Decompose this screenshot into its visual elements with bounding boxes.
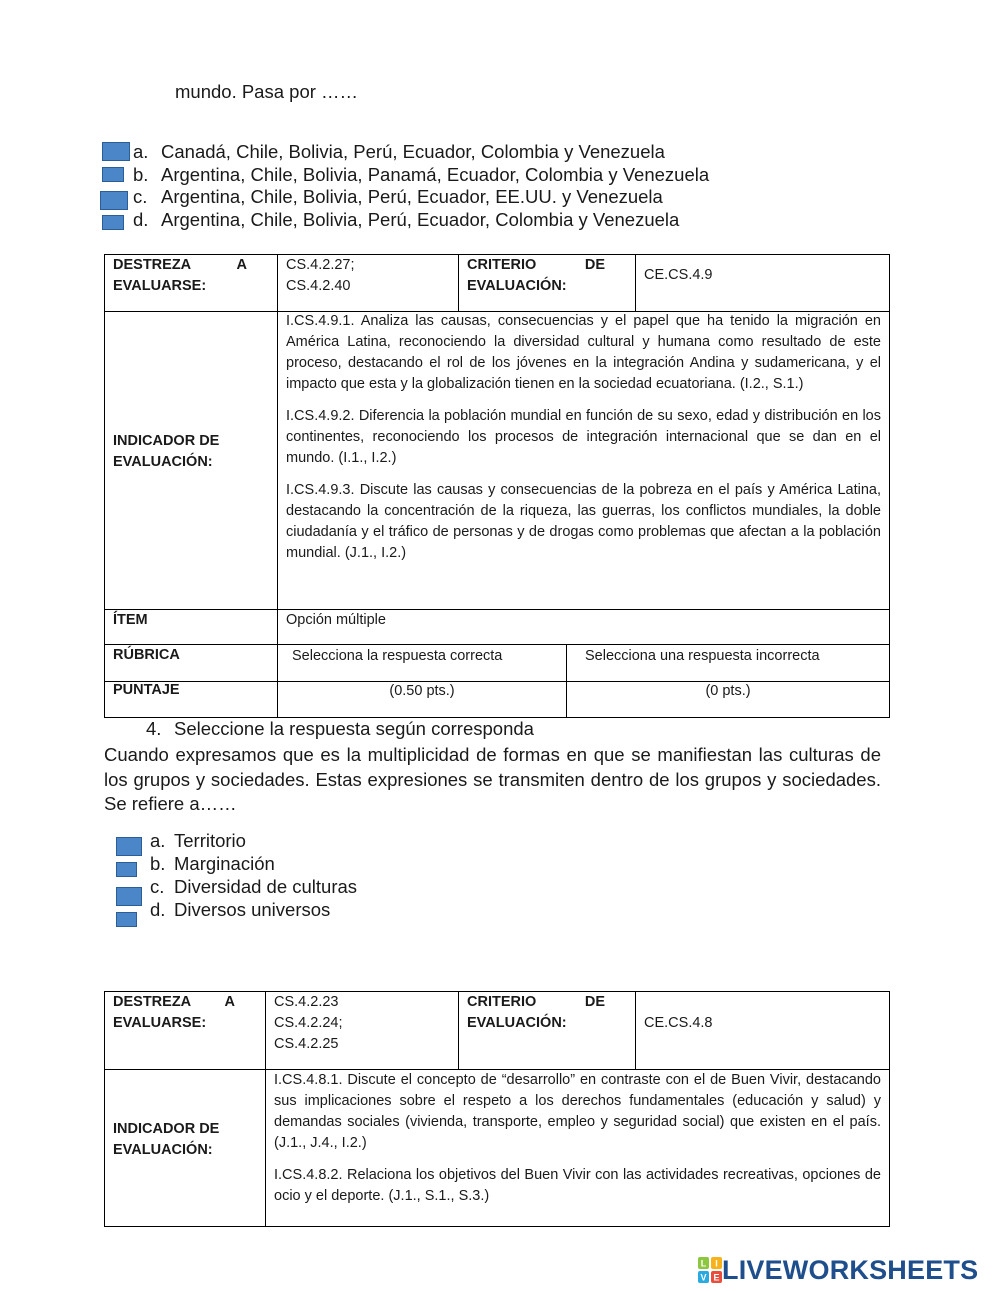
q4-heading: 4. Seleccione la respuesta según corresponda: [146, 718, 534, 739]
q3-stem-tail: mundo. Pasa por ……: [175, 81, 359, 102]
table2-destreza-codes: CS.4.2.23 CS.4.2.24; CS.4.2.25: [274, 994, 343, 1052]
q3-option-a: a. Canadá, Chile, Bolivia, Perú, Ecuador, Colombia y Venezuela: [133, 141, 665, 162]
table1-rubrica-label: RÚBRICA: [113, 647, 180, 663]
q4-answer-box-d[interactable]: [116, 912, 137, 927]
liveworksheets-logo-text: LIVEWORKSHEETS: [722, 1254, 979, 1285]
q3-option-c: c. Argentina, Chile, Bolivia, Perú, Ecuador, EE.UU. y Venezuela: [133, 186, 663, 207]
table1-rubrica-incorrect: Selecciona una respuesta incorrecta: [585, 648, 820, 664]
liveworksheets-logo: [698, 1254, 978, 1286]
liveworksheets-logo-icon: [698, 1257, 722, 1283]
q3-option-b: b. Argentina, Chile, Bolivia, Panamá, Ecuador, Colombia y Venezuela: [133, 164, 710, 185]
table1-indicador-label: INDICADOR DE EVALUACIÓN:: [113, 433, 220, 470]
q4-option-c: c. Diversidad de culturas: [150, 876, 358, 897]
q4-answer-box-b[interactable]: [116, 862, 137, 877]
table2-criterio-value: CE.CS.4.8: [644, 1015, 713, 1031]
table1-destreza-label: DESTREZA A EVALUARSE:: [113, 257, 247, 294]
table2-destreza-label: DESTREZA A EVALUARSE:: [113, 994, 235, 1031]
svg-text:E: E: [713, 1272, 720, 1283]
table1-destreza-codes: CS.4.2.27; CS.4.2.40: [286, 257, 355, 294]
q3-answer-box-d[interactable]: [102, 215, 124, 230]
table1-indicador-1: I.CS.4.9.1. Analiza las causas, consecuencias y el papel que ha tenido la migración en América Latina, reconociendo la diversidad cultural y humana como resultado de este proceso, destacando el rol de los jóvenes en la integración Andina y sudamericana, y el impacto que esta y la globalización tienen en la sociedad ecuatoriana. (I.2., S.1.): [286, 313, 881, 392]
table1-criterio-value: CE.CS.4.9: [644, 267, 713, 283]
table1-puntaje-correct: (0.50 pts.): [389, 683, 455, 699]
table1-puntaje-label: PUNTAJE: [113, 682, 180, 698]
table1-indicador-2: I.CS.4.9.2. Diferencia la población mundial en función de su sexo, edad y distribución en los continentes, reconociendo los procesos de integración internacional que se dan en el mundo. (I.1., I.2.): [286, 408, 881, 466]
q4-option-a: a. Territorio: [150, 830, 246, 851]
table1-rubrica-correct: Selecciona la respuesta correcta: [292, 648, 503, 664]
table2-criterio-label: CRITERIO DE EVALUACIÓN:: [467, 994, 605, 1031]
q3-answer-box-c[interactable]: [100, 191, 128, 210]
svg-text:L: L: [700, 1258, 707, 1269]
q4-option-b: b. Marginación: [150, 853, 275, 874]
svg-text:I: I: [715, 1258, 718, 1269]
table1-indicadores: [286, 311, 881, 575]
q3-option-d: d. Argentina, Chile, Bolivia, Perú, Ecuador, Colombia y Venezuela: [133, 209, 680, 230]
table1-item-value: Opción múltiple: [286, 612, 386, 628]
table2-indicador-2: I.CS.4.8.2. Relaciona los objetivos del Buen Vivir con las actividades recreativas, opciones de ocio y el deporte. (J.1., S.1., S.3.): [274, 1167, 881, 1204]
q4-answer-box-c[interactable]: [116, 887, 142, 906]
table1-criterio-label: CRITERIO DE EVALUACIÓN:: [467, 257, 605, 294]
q4-answer-box-a[interactable]: [116, 837, 142, 856]
table1-indicador-3: I.CS.4.9.3. Discute las causas y consecuencias de la pobreza en el país y América Latina, destacando la concentración de la riqueza, las guerras, los conflictos mundiales, la doble ciudadanía y el tráfico de personas y de drogas como problemas que afectan a la población mundial. (J.1., I.2.): [286, 482, 881, 561]
table1-puntaje-incorrect: (0 pts.): [705, 683, 751, 699]
q4-option-d: d. Diversos universos: [150, 899, 331, 920]
q4-stem: Cuando expresamos que es la multiplicidad de formas en que se manifiestan las culturas de los grupos y sociedades. Estas expresiones se transmiten dentro de los grupos y sociedades. Se refiere a……: [104, 744, 881, 814]
svg-text:V: V: [700, 1272, 707, 1283]
table2-indicador-label: INDICADOR DE EVALUACIÓN:: [113, 1121, 220, 1158]
q3-answer-box-a[interactable]: [102, 142, 130, 161]
table2-indicador-1: I.CS.4.8.1. Discute el concepto de “desarrollo” en contraste con el de Buen Vivir, destacando sus implicaciones sobre el respeto a los derechos fundamentales (educación y salud) y demandas sociales (vivienda, transporte, empleo y seguridad social) que existen en el país. (J.1., J.4., I.2.): [274, 1072, 881, 1151]
table1-item-label: ÍTEM: [113, 612, 148, 628]
table2-indicadores: [274, 1070, 881, 1218]
q3-answer-box-b[interactable]: [102, 167, 124, 182]
